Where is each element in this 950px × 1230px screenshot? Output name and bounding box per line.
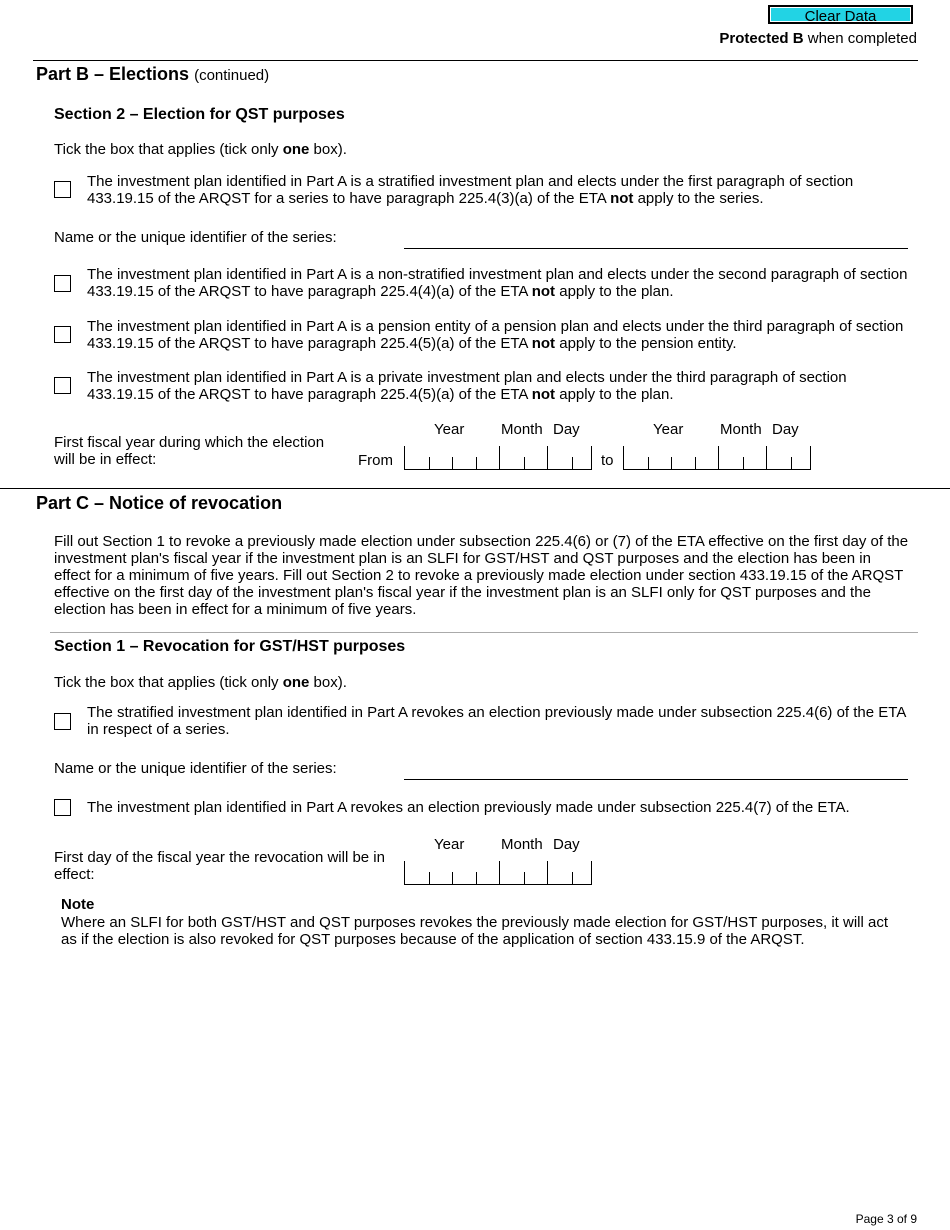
- note-title: Note: [61, 896, 95, 913]
- part-b-series-input[interactable]: [404, 248, 908, 249]
- part-b-continued: (continued): [194, 67, 270, 84]
- qst-private-plan-text: [87, 369, 867, 403]
- qst-non-stratified-text: [87, 266, 922, 300]
- revoke-stratified-text: The stratified investment plan identified in Part A revokes an election previously made under subsection 225.4(6) of the ETA in respect of a series.: [87, 704, 906, 738]
- tick-instruction-bold: one: [282, 141, 310, 158]
- to-day-header: Day: [772, 421, 799, 438]
- qst-pension-entity-text: [87, 318, 922, 352]
- from-year-segment[interactable]: [405, 446, 500, 469]
- revocation-first-day-label: First day of the fiscal year the revocation will be in effect:: [54, 849, 385, 883]
- fiscal-year-label: First fiscal year during which the election will be in effect:: [54, 434, 325, 468]
- option-text-pre: The investment plan identified in Part A is a non-stratified investment plan and elects under the second paragraph of section 433.19.15 of the ARQST to have paragraph 225.4(4)(a) of the ETA: [87, 266, 908, 300]
- to-month-segment[interactable]: [719, 446, 767, 469]
- tick-instruction-post: box).: [309, 141, 347, 158]
- part-c-series-input[interactable]: [404, 779, 908, 780]
- qst-non-stratified-checkbox[interactable]: [54, 275, 71, 292]
- tick-instruction-bold: one: [282, 674, 310, 691]
- part-c-title: Part C – Notice of revocation: [36, 493, 283, 513]
- part-c-intro: Fill out Section 1 to revoke a previously made election under subsection 225.4(6) or (7) of the ETA effective on the first day of the investment plan's fiscal year if the investment plan is an SLFI for GST/HST and QST purposes and the election has been in effect for a minimum of five years. Fill out Section 2 to revoke a previously made election under section 433.19.15 of the ARQST effective on the first day of the investment plan's fiscal year if the investment plan is an SLFI only for QST purposes and the election has been in effect for a minimum of five years.: [54, 533, 909, 618]
- from-label: From: [358, 452, 393, 469]
- part-b-title: [36, 64, 269, 85]
- part-b-series-label: Name or the unique identifier of the series:: [54, 229, 337, 246]
- option-text-bold: not: [531, 283, 556, 300]
- option-text-post: apply to the plan.: [555, 283, 674, 300]
- revocation-day-segment[interactable]: [548, 861, 595, 884]
- protected-b-notice: [719, 30, 917, 47]
- option-text-bold: not: [531, 335, 556, 352]
- to-year-segment[interactable]: [624, 446, 719, 469]
- option-text-bold: not: [531, 386, 556, 403]
- qst-stratified-text: [87, 173, 902, 207]
- from-month-header: Month: [501, 421, 543, 438]
- to-year-header: Year: [653, 421, 684, 438]
- tick-instruction-post: box).: [309, 674, 347, 691]
- to-day-segment[interactable]: [767, 446, 814, 469]
- tick-instruction-pre: Tick the box that applies (tick only: [54, 141, 283, 158]
- part-b-tick-instruction: [54, 141, 347, 158]
- revoke-plan-text: The investment plan identified in Part A revokes an election previously made under subsection 225.4(7) of the ETA.: [87, 799, 850, 816]
- protected-b-suffix: when completed: [803, 30, 917, 47]
- top-divider: [33, 60, 918, 61]
- option-text-post: apply to the plan.: [555, 386, 674, 403]
- part-b-title-text: Part B – Elections: [36, 64, 190, 84]
- page-number: Page 3 of 9: [855, 1212, 917, 1226]
- from-month-segment[interactable]: [500, 446, 548, 469]
- revocation-year-header: Year: [434, 836, 465, 853]
- part-c-tick-instruction: [54, 674, 347, 691]
- qst-stratified-checkbox[interactable]: [54, 181, 71, 198]
- protected-b-label: Protected B: [719, 30, 804, 47]
- from-day-header: Day: [553, 421, 580, 438]
- qst-private-plan-checkbox[interactable]: [54, 377, 71, 394]
- option-text-post: apply to the series.: [633, 190, 764, 207]
- note-text: Where an SLFI for both GST/HST and QST purposes revokes the previously made election for GST/HST purposes, it will act as if the election is also revoked for QST purposes because of the application of section 433.15.9 of the ARQST.: [61, 914, 889, 948]
- revoke-plan-checkbox[interactable]: [54, 799, 71, 816]
- part-c-divider: [0, 488, 950, 489]
- part-c-section1-title: Section 1 – Revocation for GST/HST purposes: [54, 638, 406, 655]
- to-label: to: [601, 452, 614, 469]
- revocation-month-header: Month: [501, 836, 543, 853]
- tick-instruction-pre: Tick the box that applies (tick only: [54, 674, 283, 691]
- part-b-section2-title: Section 2 – Election for QST purposes: [54, 106, 345, 123]
- to-date-input[interactable]: [623, 446, 811, 470]
- from-year-header: Year: [434, 421, 465, 438]
- revoke-stratified-checkbox[interactable]: [54, 713, 71, 730]
- revocation-month-segment[interactable]: [500, 861, 548, 884]
- qst-pension-entity-checkbox[interactable]: [54, 326, 71, 343]
- revocation-day-header: Day: [553, 836, 580, 853]
- revocation-year-segment[interactable]: [405, 861, 500, 884]
- option-text-pre: The investment plan identified in Part A is a private investment plan and elects under the third paragraph of section 433.19.15 of the ARQST to have paragraph 225.4(5)(a) of the ETA: [87, 369, 847, 403]
- option-text-post: apply to the pension entity.: [555, 335, 737, 352]
- clear-data-button[interactable]: Clear Data: [768, 5, 913, 24]
- part-c-series-label: Name or the unique identifier of the series:: [54, 760, 337, 777]
- from-day-segment[interactable]: [548, 446, 595, 469]
- section1-divider: [50, 632, 918, 633]
- option-text-pre: The investment plan identified in Part A is a stratified investment plan and elects under the first paragraph of section 433.19.15 of the ARQST for a series to have paragraph 225.4(3)(a) of the ETA: [87, 173, 854, 207]
- option-text-bold: not: [610, 190, 634, 207]
- to-month-header: Month: [720, 421, 762, 438]
- option-text-pre: The investment plan identified in Part A is a pension entity of a pension plan and elects under the third paragraph of section 433.19.15 of the ARQST to have paragraph 225.4(5)(a) of the ETA: [87, 318, 904, 352]
- from-date-input[interactable]: [404, 446, 592, 470]
- revocation-date-input[interactable]: [404, 861, 592, 885]
